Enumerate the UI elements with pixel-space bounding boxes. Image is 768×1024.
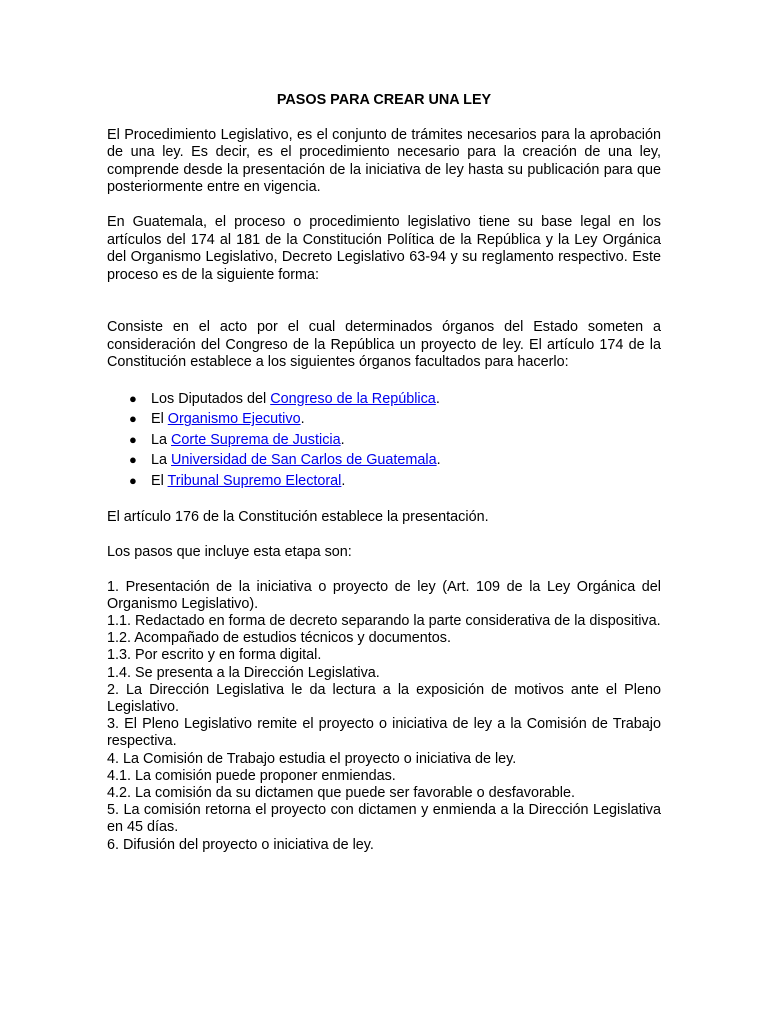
list-item [129,450,661,470]
list-item [129,430,661,450]
document-page [107,92,661,854]
step-item: 3. El Pleno Legislativo remite el proyecto o iniciativa de ley a la Comisión de Trabajo respectiva. [107,716,661,750]
organs-list [107,389,661,491]
bullet-icon: ● [129,411,137,427]
steps-list [107,579,661,854]
paragraph-definition: El Procedimiento Legislativo, es el conjunto de trámites necesarios para la aprobación de una ley. Es decir, es el procedimiento necesario para la creación de una ley, comprende desde la presentación de la iniciativa de ley hasta su publicación para que posteriormente entre en vigencia. [107,126,661,195]
organ-prefix: El [151,411,168,428]
organ-suffix: . [435,391,440,407]
step-item: 4.1. La comisión puede proponer enmiendas. [107,767,396,784]
bullet-icon: ● [129,431,137,447]
spacer [107,284,661,319]
step-item: 1.4. Se presenta a la Dirección Legislativa. [107,664,380,681]
organ-prefix: El [151,472,168,489]
link-tribunal-supremo-electoral[interactable]: Tribunal Supremo Electoral [167,472,342,489]
step-item: 6. Difusión del proyecto o iniciativa de ley. [107,836,374,853]
list-item [129,471,661,491]
step-item: 1.3. Por escrito y en forma digital. [107,647,322,664]
paragraph-article-176: El artículo 176 de la Constitución establece la presentación. [107,508,489,525]
bullet-icon: ● [129,391,137,406]
spacer [107,197,661,215]
paragraph-initiative: Consiste en el acto por el cual determinados órganos del Estado someten a consideración del Congreso de la República un proyecto de ley. El artículo 174 de la Constitución establece a los siguientes órganos facultados para hacerlo: [107,319,661,370]
organ-suffix: . [340,431,345,448]
bullet-icon: ● [129,472,137,488]
spacer [107,526,661,544]
link-universidad-san-carlos[interactable]: Universidad de San Carlos de Guatemala [171,452,437,469]
link-congreso[interactable]: Congreso de la República [270,391,436,407]
step-item: 1. Presentación de la iniciativa o proyecto de ley (Art. 109 de la Ley Orgánica del Organismo Legislativo). [107,578,661,612]
step-item: 2. La Dirección Legislativa le da lectura a la exposición de motivos ante el Pleno Legislativo. [107,681,661,715]
organ-prefix: La [151,452,172,469]
bullet-icon: ● [129,452,137,468]
spacer [107,491,661,509]
link-organismo-ejecutivo[interactable]: Organismo Ejecutivo [167,411,301,428]
organ-prefix: Los Diputados del [151,391,271,407]
spacer [107,561,661,579]
page-title: PASOS PARA CREAR UNA LEY [276,92,492,108]
organ-suffix: . [300,411,305,428]
paragraph-legal-basis: En Guatemala, el proceso o procedimiento legislativo tiene su base legal en los artículos del 174 al 181 de la Constitución Política de la República y la Ley Orgánica del Organismo Legislativo, Decreto Legislativo 63-94 y su reglamento respectivo. Este proceso es de la siguiente forma: [107,214,661,283]
paragraph-steps-intro: Los pasos que incluye esta etapa son: [107,543,352,560]
step-item: 4.2. La comisión da su dictamen que puede ser favorable o desfavorable. [107,784,575,801]
spacer [107,372,661,390]
list-item [129,389,661,409]
step-item: 5. La comisión retorna el proyecto con dictamen y enmienda a la Dirección Legislativa en 45 días. [107,802,661,836]
step-item: 1.1. Redactado en forma de decreto separando la parte considerativa de la dispositiva. [107,612,661,629]
list-item [129,409,661,429]
link-corte-suprema[interactable]: Corte Suprema de Justicia [171,431,341,448]
organ-prefix: La [151,431,172,448]
organ-suffix: . [341,472,346,489]
organ-suffix: . [436,452,441,469]
step-item: 4. La Comisión de Trabajo estudia el proyecto o iniciativa de ley. [107,750,517,767]
step-item: 1.2. Acompañado de estudios técnicos y documentos. [107,630,451,647]
